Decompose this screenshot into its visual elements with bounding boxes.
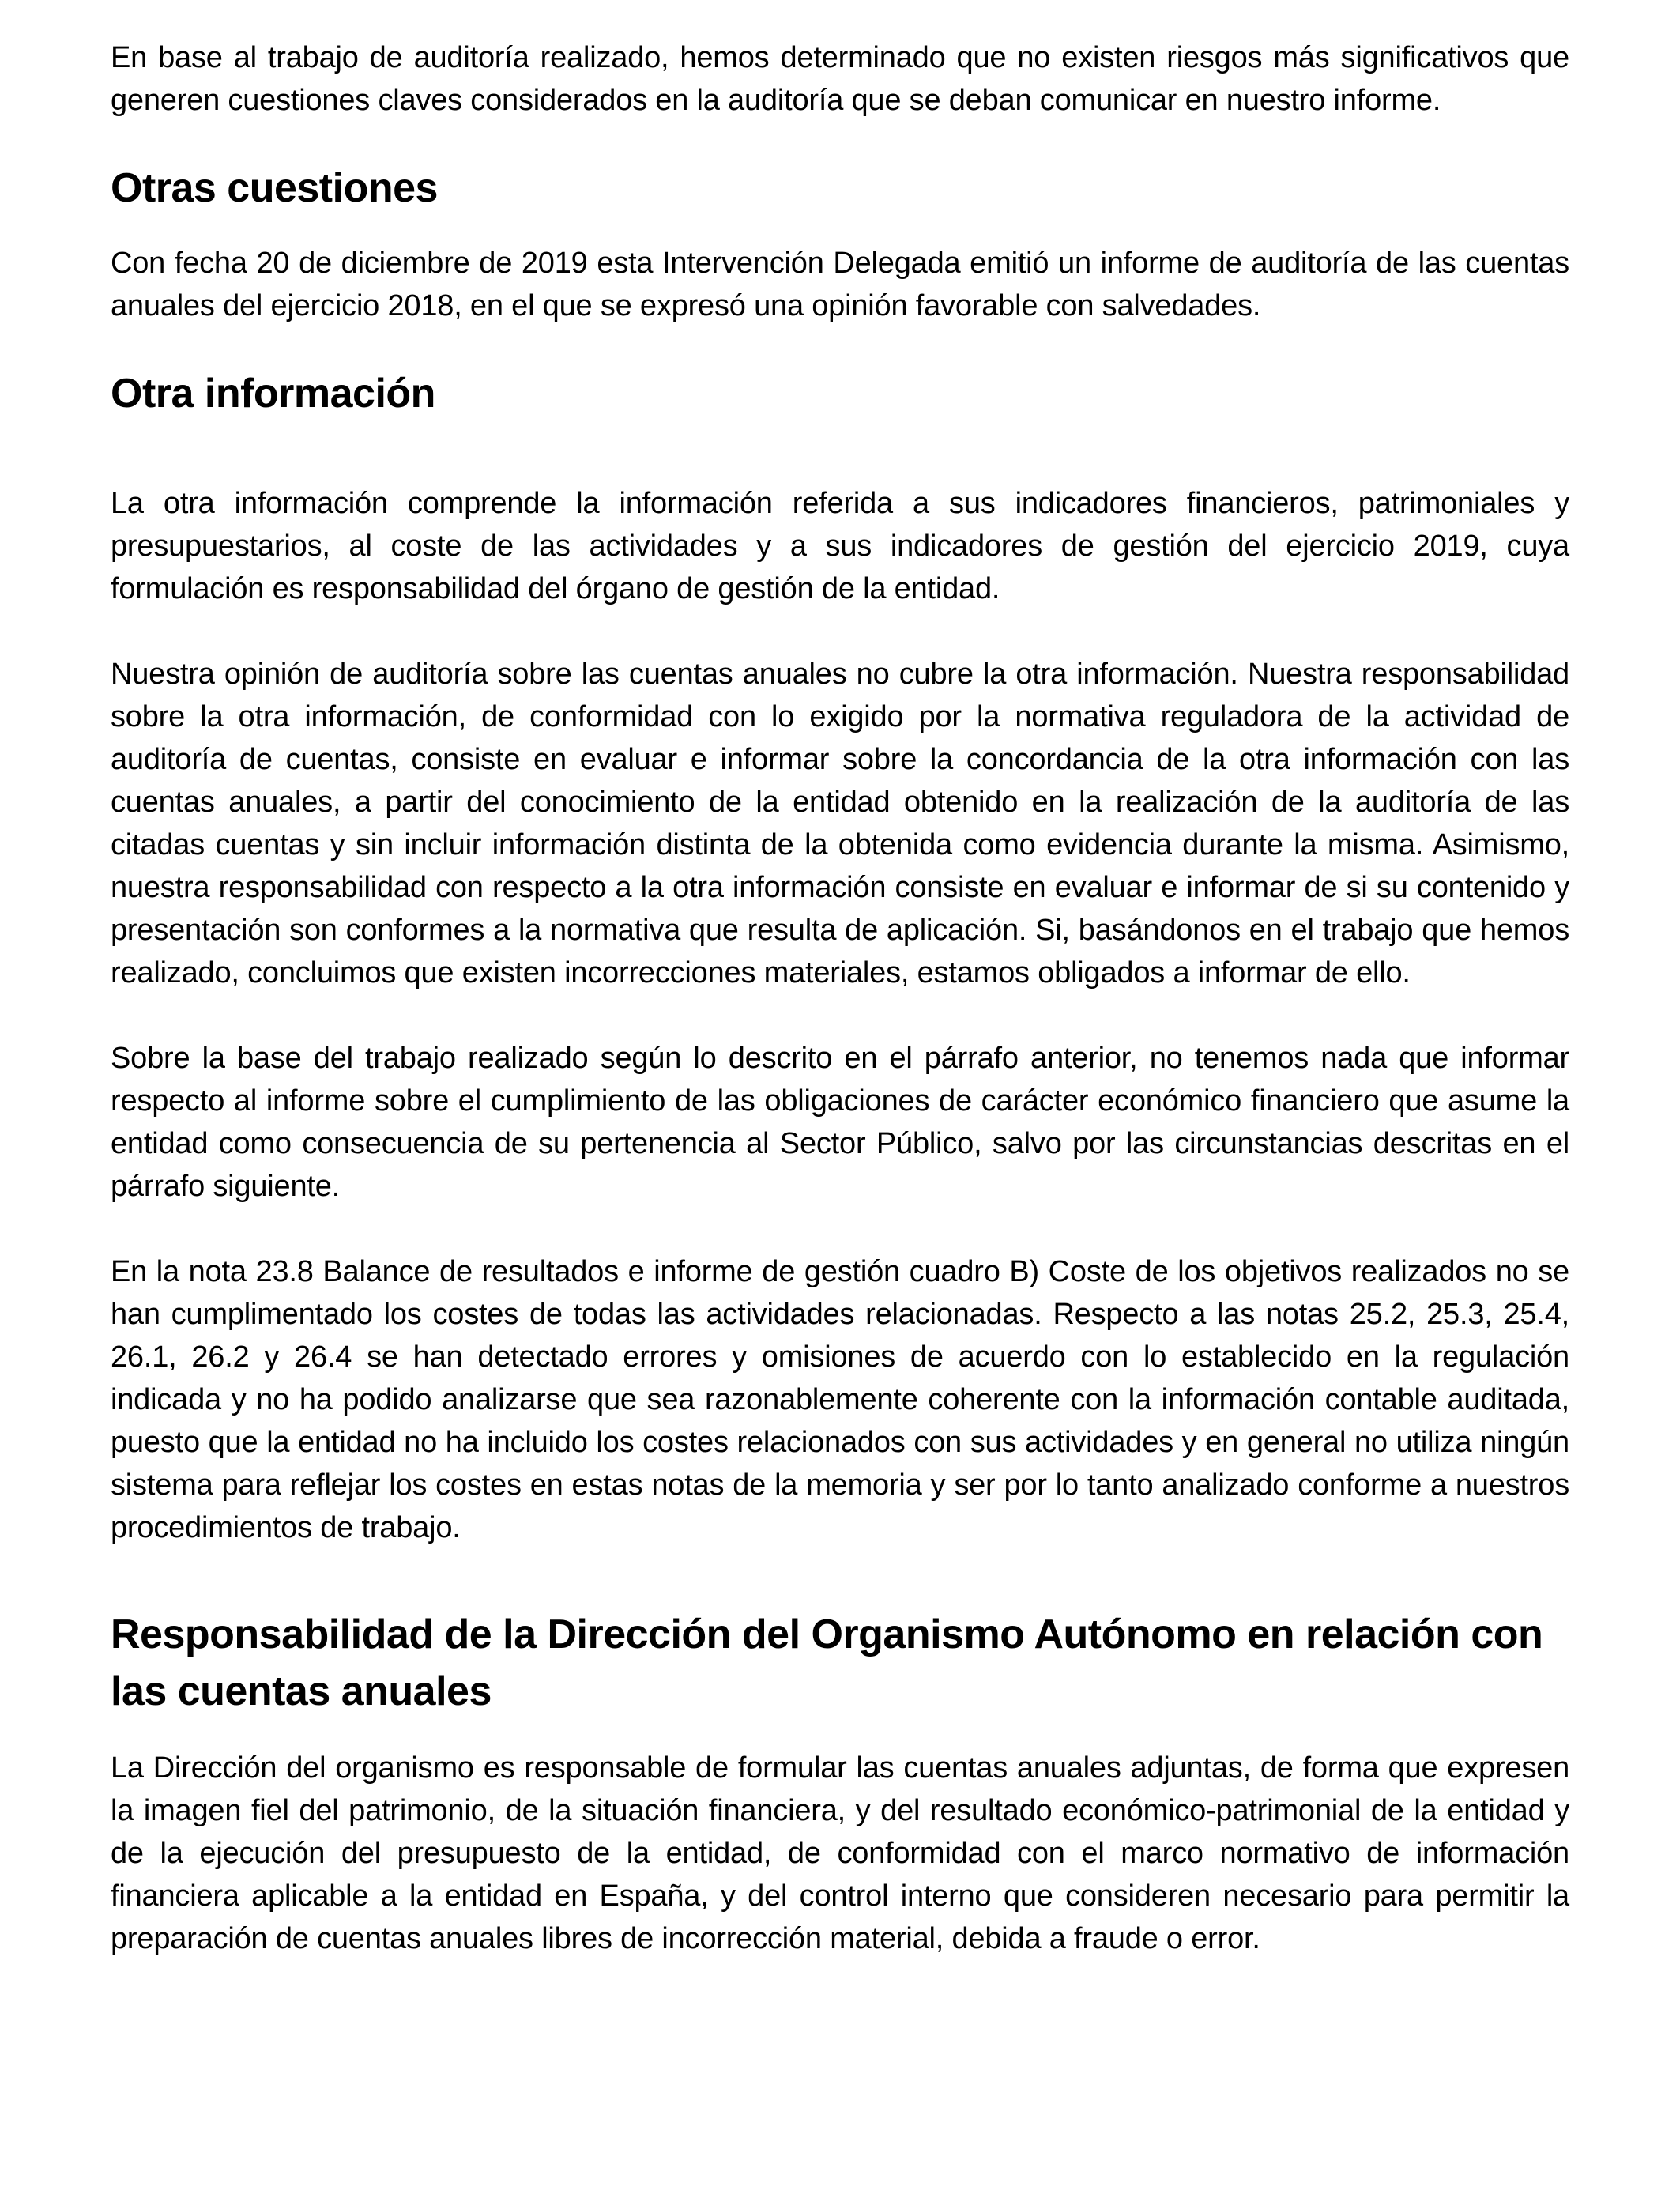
paragraph-otra-informacion-1: La otra información comprende la información referida a sus indicadores financieros, patrimoniales y presupuestarios, al coste de las actividades y a sus indicadores de gestión del ejercicio 2019, cuya formulación es responsabilidad del órgano de gestión de la entidad. (111, 487, 1569, 605)
paragraph-otra-informacion-2: Nuestra opinión de auditoría sobre las cuentas anuales no cubre la otra información. Nuestra responsabilidad sobre la otra información, de conformidad con lo exigido por la normativa reguladora de la actividad de auditoría de cuentas, consiste en evaluar e informar sobre la concordancia de la otra información con las cuentas anuales, a partir del conocimiento de la entidad obtenido en la realización de la auditoría de las citadas cuentas y sin incluir información distinta de la obtenida como evidencia durante la misma. Asimismo, nuestra responsabilidad con respecto a la otra información consiste en evaluar e informar de si su contenido y presentación son conformes a la normativa que resulta de aplicación. Si, basándonos en el trabajo que hemos realizado, concluimos que existen incorrecciones materiales, estamos obligados a informar de ello. (111, 658, 1569, 990)
paragraph-intro: En base al trabajo de auditoría realizado, hemos determinado que no existen riesgos más significativos que generen cuestiones claves considerados en la auditoría que se deban comunicar en nuestro informe. (111, 41, 1569, 117)
heading-otra-informacion: Otra información (111, 371, 435, 417)
paragraph-otra-informacion-4: En la nota 23.8 Balance de resultados e informe de gestión cuadro B) Coste de los objetivos realizados no se han cumplimentado los costes de todas las actividades relacionadas. Respecto a las notas 25.2, 25.3, 25.4, 26.1, 26.2 y 26.4 se han detectado errores y omisiones de acuerdo con lo establecido en la regulación indicada y no ha podido analizarse que sea razonablemente coherente con la información contable auditada, puesto que la entidad no ha incluido los costes relacionados con sus actividades y en general no utiliza ningún sistema para reflejar los costes en estas notas de la memoria y ser por lo tanto analizado conforme a nuestros procedimientos de trabajo. (111, 1255, 1569, 1544)
heading-responsabilidad: Responsabilidad de la Dirección del Organismo Autónomo en relación con las cuentas anuales (111, 1612, 1543, 1714)
paragraph-otras-cuestiones: Con fecha 20 de diciembre de 2019 esta Intervención Delegada emitió un informe de auditoría de las cuentas anuales del ejercicio 2018, en el que se expresó una opinión favorable con salvedades. (111, 247, 1569, 322)
paragraph-otra-informacion-3: Sobre la base del trabajo realizado según lo descrito en el párrafo anterior, no tenemos nada que informar respecto al informe sobre el cumplimiento de las obligaciones de carácter económico financiero que asume la entidad como consecuencia de su pertenencia al Sector Público, salvo por las circunstancias descritas en el párrafo siguiente. (111, 1042, 1569, 1203)
paragraph-responsabilidad: La Dirección del organismo es responsable de formular las cuentas anuales adjuntas, de forma que expresen la imagen fiel del patrimonio, de la situación financiera, y del resultado económico-patrimonial de la entidad y de la ejecución del presupuesto de la entidad, de conformidad con el marco normativo de información financiera aplicable a la entidad en España, y del control interno que consideren necesario para permitir la preparación de cuentas anuales libres de incorrección material, debida a fraude o error. (111, 1751, 1569, 1955)
heading-otras-cuestiones: Otras cuestiones (111, 165, 438, 211)
